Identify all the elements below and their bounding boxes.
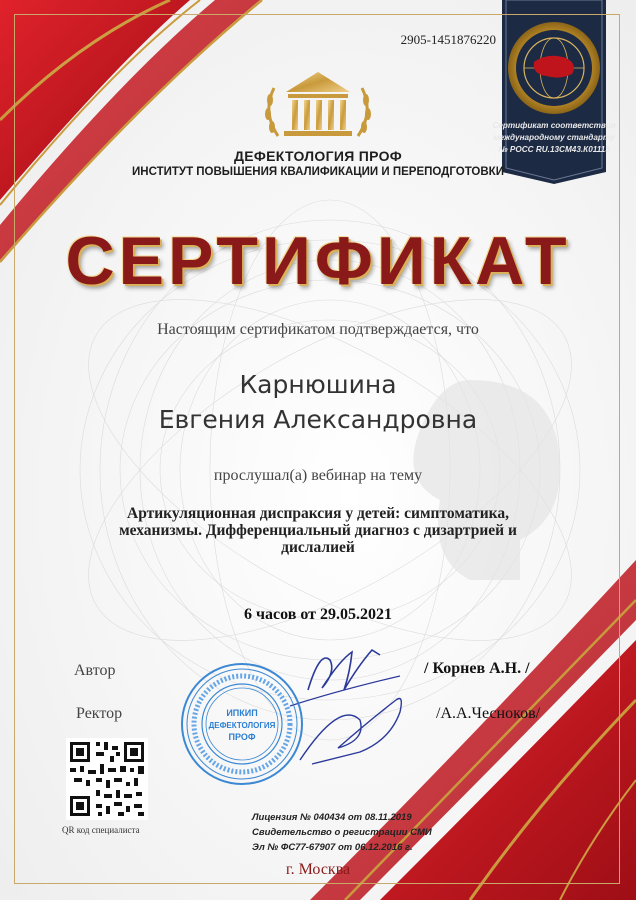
rector-name: /А.А.Чесноков/	[436, 705, 541, 722]
qr-caption: QR код специалиста	[62, 825, 140, 835]
badge-line-1: Сертификат соответствия	[492, 121, 616, 130]
registration-line: Свидетельство о регистрации СМИ	[252, 827, 432, 838]
topic-line: механизмы. Дифференциальный диагноз с дизартрией и	[119, 522, 517, 539]
recipient-surname: Карнюшина	[239, 370, 397, 399]
badge-line-3: № РОСС RU.13СМ43.К01113	[498, 145, 610, 154]
registration-number-line: Эл № ФС77-67907 от 06.12.2016 г.	[252, 842, 413, 853]
intro-text: Настоящим сертификатом подтверждается, что	[157, 321, 479, 338]
author-name: / Корнев А.Н. /	[424, 660, 530, 677]
gold-frame	[14, 14, 620, 884]
hours-and-date: 6 часов от 29.05.2021	[243, 606, 392, 623]
topic-line: Артикуляционная диспраксия у детей: симптоматика,	[127, 505, 509, 522]
organization-name: ДЕФЕКТОЛОГИЯ ПРОФ	[233, 148, 403, 164]
author-role: Автор	[74, 662, 116, 679]
certificate-title: СЕРТИФИКАТ	[65, 223, 571, 299]
stamp-line-3: ПРОФ	[228, 732, 256, 742]
organization-subtitle: ИНСТИТУТ ПОВЫШЕНИЯ КВАЛИФИКАЦИИ И ПЕРЕПОДГОТОВКИ	[132, 166, 504, 178]
city: г. Москва	[285, 861, 351, 878]
stamp-line-2: ДЕФЕКТОЛОГИЯ	[208, 721, 276, 730]
webinar-topic	[90, 505, 546, 556]
license-info	[252, 810, 432, 855]
listened-text: прослушал(а) вебинар на тему	[213, 467, 423, 484]
badge-line-2: международному стандарту	[493, 133, 615, 142]
rector-role: Ректор	[76, 705, 123, 722]
license-line: Лицензия № 040434 от 08.11.2019	[252, 812, 412, 823]
topic-line: дислалией	[281, 539, 355, 556]
recipient-given-names: Евгения Александровна	[158, 405, 478, 434]
stamp-line-1: ИПКИП	[226, 708, 258, 718]
certificate-number: 2905-1451876220	[400, 32, 496, 47]
